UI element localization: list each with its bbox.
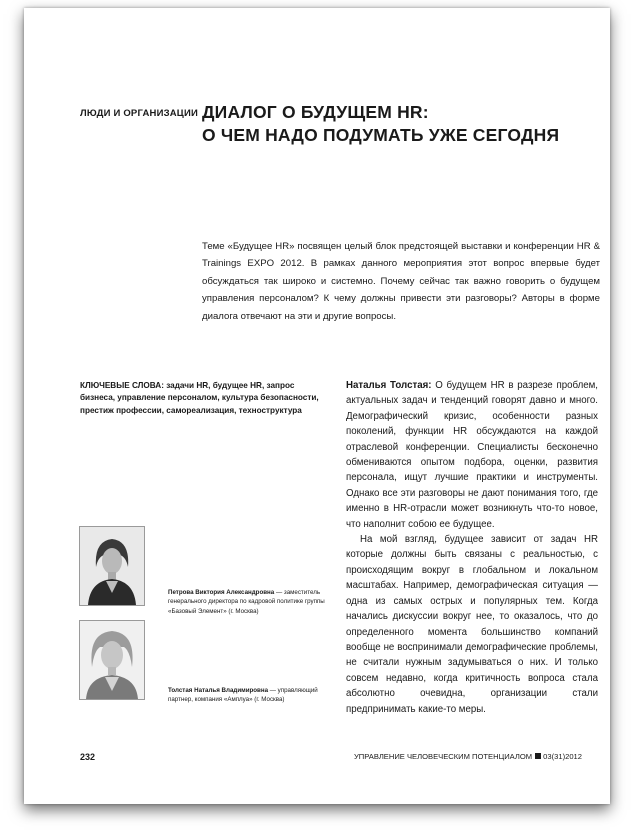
author-photo-tolstaya — [79, 620, 145, 700]
author-role: — заместитель генерального директора по кадровой политике группы «Базовый Элемент» (г. Москва) — [168, 589, 325, 615]
author-name: Толстая Наталья Владимировна — [168, 687, 269, 694]
section-label: ЛЮДИ И ОРГАНИЗАЦИИ — [80, 108, 198, 119]
issue-number: 03(31)2012 — [543, 752, 582, 761]
author-photo-petrova — [79, 526, 145, 606]
article-paragraph — [346, 378, 598, 532]
author-role: — управляющий партнер, компания «Амплуа» (г. Москва) — [168, 687, 318, 704]
article-paragraph: На мой взгляд, будущее зависит от задач HR которые должны быть связаны с реальностью, с происходящим вокруг в глобальном и локальном масштабах. Например, демографическая ситуация — одна из самых острых и популярных тем. Когда начались дискуссии вокруг нее, то оказалось, что до определенного момента большинство компаний вообще не воспринимали демографические проблемы, не считали нужным задумываться о них. И только совсем недавно, когда критичность вопроса стала абсолютно очевидна, организации стали предпринимать какие-то меры. — [346, 534, 598, 715]
caption-petrova — [168, 588, 328, 616]
journal-name: УПРАВЛЕНИЕ ЧЕЛОВЕЧЕСКИМ ПОТЕНЦИАЛОМ — [353, 752, 533, 761]
magazine-page — [24, 8, 610, 804]
title-line-2: О ЧЕМ НАДО ПОДУМАТЬ УЖЕ СЕГОДНЯ — [202, 125, 560, 145]
paragraph-text: О будущем HR в разрезе проблем, актуальных задач и тенденций говорят давно и много. Демографический кризис, особенности разных поколений, функции HR обсуждаются на каждой отраслевой конференции. Специалисты бесконечно обмениваются опытом подбора, оценки, развития персонала, ищут лучшие практики и инструменты. Однако все эти разговоры не дают понимания того, где именно в HR-отрасли может возникнуть что-то новое, что наполнит собою ее будущее. — [346, 380, 598, 530]
page-number: 232 — [80, 752, 96, 762]
speaker-name: Наталья Толстая: — [346, 380, 432, 391]
author-name: Петрова Виктория Александровна — [168, 589, 275, 596]
square-bullet-icon — [535, 753, 541, 759]
keywords: КЛЮЧЕВЫЕ СЛОВА: задачи HR, будущее HR, запрос бизнеса, управление персоналом, культура безопасности, престиж профессии, самореализация, техноструктура — [80, 381, 319, 415]
lead-paragraph: Теме «Будущее HR» посвящен целый блок предстоящей выставки и конференции HR & Trainings EXPO 2012. В рамках данного мероприятия этот вопрос впервые будет обсуждаться так широко и системно. Почему сейчас так важно говорить о будущем управления персоналом? К чему должны привести эти разговоры? Авторы в форме диалога отвечают на эти и другие вопросы. — [202, 241, 600, 322]
article-title — [202, 101, 582, 147]
running-footer — [354, 752, 582, 761]
caption-tolstaya — [168, 686, 328, 705]
title-line-1: ДИАЛОГ О БУДУЩЕМ HR: — [202, 102, 429, 122]
article-body — [346, 378, 598, 717]
